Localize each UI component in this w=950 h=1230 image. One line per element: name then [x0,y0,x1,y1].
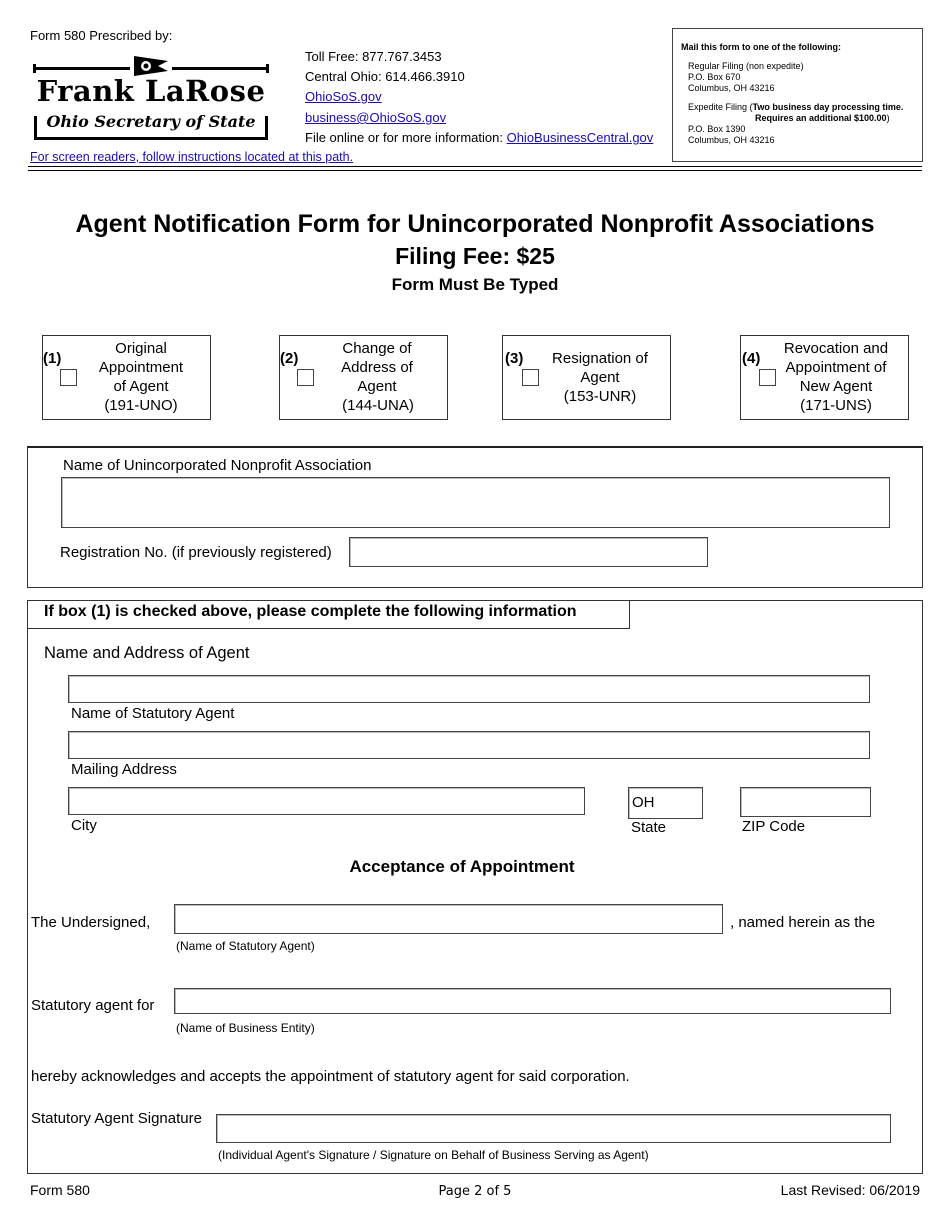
mail-title: Mail this form to one of the following: [681,42,841,52]
option-box-revocation [740,335,909,420]
expedite-bold-1: Two business day processing time. [752,102,904,112]
regular-label: Regular Filing (non expedite) [688,61,804,71]
statutory-agent-label: Name of Statutory Agent [71,705,235,722]
regular-po: P.O. Box 670 [688,72,741,82]
agent-section [27,600,923,1174]
central-ohio-phone: Central Ohio: 614.466.3910 [305,69,465,84]
registration-label: Registration No. (if previously registered) [60,544,332,561]
statutory-agent-name-input[interactable] [68,675,870,703]
header-rule-bottom [28,170,922,171]
option-label: Revocation and Appointment of New Agent [783,340,889,395]
business-entity-input[interactable] [174,988,891,1014]
website-link[interactable]: OhioSoS.gov [305,89,382,104]
zip-code-label: ZIP Code [742,818,806,835]
option-box-original [42,335,211,420]
expedite-city: Columbus, OH 43216 [688,135,775,145]
checkbox-resignation[interactable] [522,369,539,386]
option-code: (153-UNR) [563,388,637,405]
expedite-po: P.O. Box 1390 [688,124,746,134]
named-herein-text: , named herein as the [730,914,876,931]
mailing-address-input[interactable] [68,731,870,759]
checkbox-revocation[interactable] [759,369,776,386]
logo-name: Frank LaRose [36,74,266,108]
typed-notice: Form Must Be Typed [391,275,559,294]
acceptance-heading: Acceptance of Appointment [349,857,575,876]
regular-city: Columbus, OH 43216 [688,83,775,93]
logo-title: Ohio Secretary of State [46,112,256,131]
mailing-address-label: Mailing Address [71,761,177,778]
file-online-text [305,130,653,145]
expedite-line-1 [688,102,920,113]
expedite-suffix: ) [886,113,890,123]
checkbox-change-address[interactable] [297,369,314,386]
option-number: (2) [280,350,299,367]
footer-last-revised: Last Revised: 06/2019 [780,1182,920,1198]
agent-section-header: If box (1) is checked above, please complete the following information [44,603,577,620]
footer-form-number: Form 580 [30,1182,90,1198]
footer-page-number: Page 2 of 5 [438,1184,512,1199]
option-number: (3) [505,350,524,367]
signature-label: Statutory Agent Signature [31,1110,202,1127]
option-code: (144-UNA) [342,397,414,414]
entity-caption: (Name of Business Entity) [176,1021,315,1035]
undersigned-agent-input[interactable] [174,904,723,934]
business-central-link[interactable]: OhioBusinessCentral.gov [506,130,654,145]
undersigned-label: The Undersigned, [31,914,151,931]
regular-filing [688,61,804,94]
prescribed-by: Form 580 Prescribed by: [30,28,173,43]
option-code: (171-UNS) [800,397,872,414]
expedite-prefix: Expedite Filing ( [688,102,753,112]
filing-fee: Filing Fee: $25 [395,243,555,269]
city-input[interactable] [68,787,585,815]
name-address-label: Name and Address of Agent [44,644,250,662]
form-title: Agent Notification Form for Unincorporated Nonprofit Associations [75,210,875,238]
registration-number-input[interactable] [349,537,708,567]
screen-reader-link[interactable]: For screen readers, follow instructions located at this path. [30,150,354,164]
option-label: Original Appointment of Agent [98,340,184,395]
mail-box [672,28,923,162]
signature-input[interactable] [216,1114,891,1143]
association-section [27,446,923,588]
option-number: (1) [43,350,62,367]
signature-caption: (Individual Agent's Signature / Signature on Behalf of Business Serving as Agent) [218,1148,649,1162]
option-box-change-address [279,335,448,420]
option-number: (4) [742,350,761,367]
expedite-bold-2: Requires an additional $100.00 [755,113,887,123]
option-box-resignation [502,335,671,420]
option-label: Resignation of Agent [552,350,648,386]
header-rule-top [28,166,922,167]
zip-code-input[interactable] [740,787,871,817]
expedite-filing [688,102,920,146]
sos-logo [30,50,272,144]
option-label: Change of Address of Agent [341,340,413,395]
option-code: (191-UNO) [104,397,178,414]
state-value: OH [632,794,655,811]
toll-free: Toll Free: 877.767.3453 [305,49,442,64]
state-input[interactable] [628,787,703,819]
association-name-label: Name of Unincorporated Nonprofit Association [63,457,372,474]
agent-for-label: Statutory agent for [31,997,155,1014]
agent-section-header-box [27,600,630,629]
email-link[interactable]: business@OhioSoS.gov [305,110,447,125]
checkbox-original-appointment[interactable] [60,369,77,386]
file-online-prefix: File online or for more information: [305,130,507,145]
expedite-line-2 [688,113,920,124]
city-label: City [71,817,97,834]
association-name-input[interactable] [61,477,890,528]
acknowledgement-text: hereby acknowledges and accepts the appointment of statutory agent for said corporation. [31,1068,630,1085]
state-label: State [631,819,667,836]
agent-name-caption: (Name of Statutory Agent) [176,939,315,953]
